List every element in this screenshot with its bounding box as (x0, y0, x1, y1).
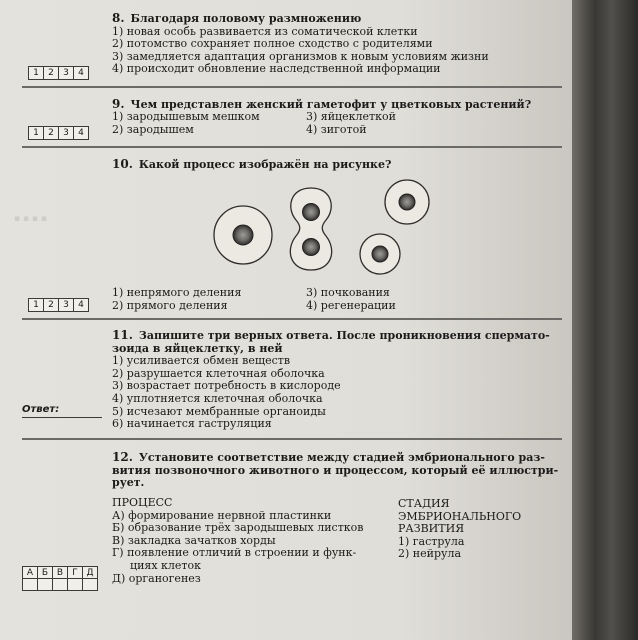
process-v: В) закладка зачатков хорды (112, 533, 276, 547)
q10-option-2: 2) прямого деления (112, 298, 228, 312)
q10-options (112, 287, 532, 313)
answer-input-line[interactable] (22, 417, 102, 418)
q10-option-1: 1) непрямого деления (112, 286, 242, 299)
nucleus-3 (399, 194, 415, 210)
process-d: Д) органогенез (112, 571, 201, 585)
divider (22, 86, 562, 88)
q8-option-4: 4) происходит обновление наследственной информации (112, 62, 441, 76)
question-8: 8. Благодаря половому размножению 1) новая особь развивается из соматической клетки 2) потомство сохраняет полное сходство с родителями 3) замедляется адаптация организмов к новым условиям жизни 4) происходит обновление наследственной информации (112, 11, 489, 76)
q9-option-4: 4) зиготой (306, 122, 367, 136)
process-g-cont: циях клеток (130, 558, 202, 572)
q11-option-4: 4) уплотняется клеточная оболочка (112, 391, 323, 405)
question-12: 12. Установите соответствие между стадией эмбрионального раз- вития позвоночного животного и процессом, который её иллюстри- рует. (112, 450, 559, 490)
question-9: 9. Чем представлен женский гаметофит у цветковых растений? (112, 97, 532, 111)
q9-answer-boxes[interactable]: 1 2 3 4 (28, 126, 89, 140)
q8-option-1: 1) новая особь развивается из соматической клетки (112, 24, 418, 38)
q11-option-3: 3) возрастает потребность в кислороде (112, 379, 341, 393)
divider (22, 438, 562, 440)
nucleus-4 (372, 246, 388, 262)
q11-option-2: 2) разрушается клеточная оболочка (112, 366, 325, 380)
q9-options (112, 111, 532, 137)
q12-answer-table[interactable]: А Б В Г Д (22, 566, 98, 591)
q10-option-4: 4) регенерации (306, 298, 396, 312)
textbook-page: ▪ ▪ ▪ ▪ 8. Благодаря половому размножению 1) новая особь развивается из соматической клетки 2) потомство сохраняет полное сходство с родителями 3) замедляется адаптация организмов к новым условиям жизни 4) происходит обновление наследственной информации 1 2 3 4 9. Чем представлен женский гаметофит у цветковых растений? 1) зародышевым мешком 3) яйцеклеткой 2) зародышем 4) зиготой 1 2 3 4 10. Какой процесс изображён на рисунке? 1) непрямого деления 3) почкования 2) прямого деления 4) регенерации 1 2 3 4 11. Запишите три верных ответа. После проникновения спермато- зоида в яйцеклетку, в ней 1) усиливается обмен веществ 2) разрушается клеточная оболочка 3) возрастает потребность в кислороде 4) уплотняется клеточная оболочка 5) исчезают мембранные органоиды 6) начинается гаструляция Ответ: 12. Установите соответствие между стадией эмбрионального раз- вития позвоночного животного и процессом, который её иллюстри- рует. ПРОЦЕСС А) формирование нервной пластинки Б) образование трёх зародышевых листков В) закладка зачатков хорды Г) появление отличий в строении и функ- циях клеток Д) органогенез СТАДИЯ ЭМБРИОНАЛЬНОГО РАЗВИТИЯ 1) гаструла 2) нейрула А Б В Г Д (0, 0, 572, 640)
book-spine-shadow (572, 0, 638, 640)
q11-option-1: 1) усиливается обмен веществ (112, 354, 291, 368)
divider (22, 146, 562, 148)
q8-answer-boxes[interactable]: 1 2 3 4 (28, 66, 89, 80)
divider (22, 318, 562, 320)
q8-option-3: 3) замедляется адаптация организмов к новым условиям жизни (112, 49, 489, 63)
process-header: ПРОЦЕСС (112, 496, 173, 509)
stage-column: СТАДИЯ ЭМБРИОНАЛЬНОГО РАЗВИТИЯ 1) гаструла 2) нейрула (398, 497, 522, 561)
question-10: 10. Какой процесс изображён на рисунке? (112, 157, 392, 171)
nucleus-2b (303, 239, 320, 256)
q10-answer-boxes[interactable]: 1 2 3 4 (28, 298, 89, 312)
process-g: Г) появление отличий в строении и функ- (112, 546, 357, 560)
process-column (112, 497, 364, 585)
budding-figure (200, 174, 440, 286)
stage-1: 1) гаструла (398, 534, 465, 548)
process-b: Б) образование трёх зародышевых листков (112, 521, 364, 535)
q9-option-2: 2) зародышем (112, 122, 194, 136)
answer-label: Ответ: (22, 404, 60, 415)
question-11: 11. Запишите три верных ответа. После проникновения спермато- зоида в яйцеклетку, в ней 1) усиливается обмен веществ 2) разрушается клеточная оболочка 3) возрастает потребность в кислороде 4) уплотняется клеточная оболочка 5) исчезают мембранные органоиды 6) начинается гаструляция (112, 328, 550, 431)
q9-option-3: 3) яйцеклеткой (306, 110, 396, 123)
cell-2-dividing (290, 188, 331, 270)
stage-2: 2) нейрула (398, 547, 462, 561)
q8-option-2: 2) потомство сохраняет полное сходство с родителями (112, 37, 433, 51)
q11-option-6: 6) начинается гаструляция (112, 417, 272, 431)
q11-option-5: 5) исчезают мембранные органоиды (112, 404, 326, 418)
nucleus-2a (303, 204, 320, 221)
q9-option-1: 1) зародышевым мешком (112, 110, 260, 123)
q10-option-3: 3) почкования (306, 286, 390, 299)
nucleus-1 (233, 225, 253, 245)
process-a: А) формирование нервной пластинки (112, 508, 332, 522)
